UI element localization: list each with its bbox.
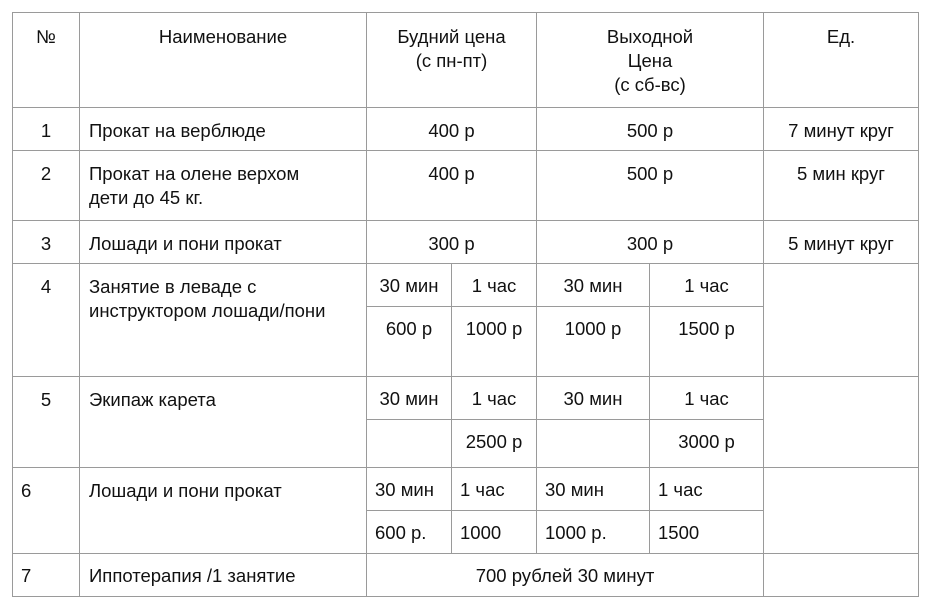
price-cell: 1000 р. bbox=[537, 510, 650, 553]
price-cell bbox=[537, 420, 650, 467]
price-cell: 2500 р bbox=[452, 420, 537, 467]
row-num: 7 bbox=[13, 553, 80, 596]
duration-cell: 1 час bbox=[650, 467, 764, 510]
duration-cell: 30 мин bbox=[367, 377, 452, 420]
price-cell: 1500 р bbox=[650, 306, 764, 376]
price-cell: 600 р. bbox=[367, 510, 452, 553]
price-table bbox=[12, 12, 919, 597]
row-num: 6 bbox=[13, 467, 80, 553]
header-unit: Ед. bbox=[764, 13, 919, 108]
row-weekday-price: 400 р bbox=[367, 108, 537, 151]
row-unit: 5 минут круг bbox=[764, 220, 919, 263]
duration-cell: 1 час bbox=[452, 263, 537, 306]
header-name: Наименование bbox=[80, 13, 367, 108]
table-row bbox=[13, 263, 919, 306]
table-row bbox=[13, 467, 919, 510]
row-name: Прокат на верблюде bbox=[80, 108, 367, 151]
price-cell: 1000 bbox=[452, 510, 537, 553]
row-unit bbox=[764, 553, 919, 596]
header-row bbox=[13, 13, 919, 108]
row-unit bbox=[764, 467, 919, 553]
row-unit: 7 минут круг bbox=[764, 108, 919, 151]
header-weekday: Будний цена (с пн-пт) bbox=[367, 13, 537, 108]
price-cell: 3000 р bbox=[650, 420, 764, 467]
price-cell: 1000 р bbox=[537, 306, 650, 376]
duration-cell: 30 мин bbox=[537, 467, 650, 510]
row-name: Прокат на олене верхом дети до 45 кг. bbox=[80, 151, 367, 220]
row-num: 5 bbox=[13, 377, 80, 467]
row-weekday-price: 300 р bbox=[367, 220, 537, 263]
row-unit bbox=[764, 377, 919, 467]
row-name: Занятие в леваде с инструктором лошади/пони bbox=[80, 263, 367, 376]
row-weekend-price: 500 р bbox=[537, 108, 764, 151]
row-unit bbox=[764, 263, 919, 376]
row-name: Лошади и пони прокат bbox=[80, 220, 367, 263]
row-weekday-price: 400 р bbox=[367, 151, 537, 220]
price-cell bbox=[367, 420, 452, 467]
header-num: № bbox=[13, 13, 80, 108]
price-cell: 1000 р bbox=[452, 306, 537, 376]
duration-cell: 30 мин bbox=[367, 467, 452, 510]
row-unit: 5 мин круг bbox=[764, 151, 919, 220]
table-row bbox=[13, 151, 919, 220]
duration-cell: 1 час bbox=[452, 467, 537, 510]
row-name: Иппотерапия /1 занятие bbox=[80, 553, 367, 596]
row-num: 2 bbox=[13, 151, 80, 220]
row-price: 700 рублей 30 минут bbox=[367, 553, 764, 596]
row-num: 4 bbox=[13, 263, 80, 376]
price-cell: 1500 bbox=[650, 510, 764, 553]
row-name: Экипаж карета bbox=[80, 377, 367, 467]
duration-cell: 1 час bbox=[452, 377, 537, 420]
header-weekend: Выходной Цена (с сб-вс) bbox=[537, 13, 764, 108]
table-row bbox=[13, 377, 919, 420]
price-cell: 600 р bbox=[367, 306, 452, 376]
row-num: 1 bbox=[13, 108, 80, 151]
row-num: 3 bbox=[13, 220, 80, 263]
duration-cell: 30 мин bbox=[537, 377, 650, 420]
table-row bbox=[13, 553, 919, 596]
table-row bbox=[13, 108, 919, 151]
table-row bbox=[13, 220, 919, 263]
duration-cell: 30 мин bbox=[367, 263, 452, 306]
duration-cell: 30 мин bbox=[537, 263, 650, 306]
row-weekend-price: 300 р bbox=[537, 220, 764, 263]
row-name: Лошади и пони прокат bbox=[80, 467, 367, 553]
row-weekend-price: 500 р bbox=[537, 151, 764, 220]
duration-cell: 1 час bbox=[650, 377, 764, 420]
duration-cell: 1 час bbox=[650, 263, 764, 306]
